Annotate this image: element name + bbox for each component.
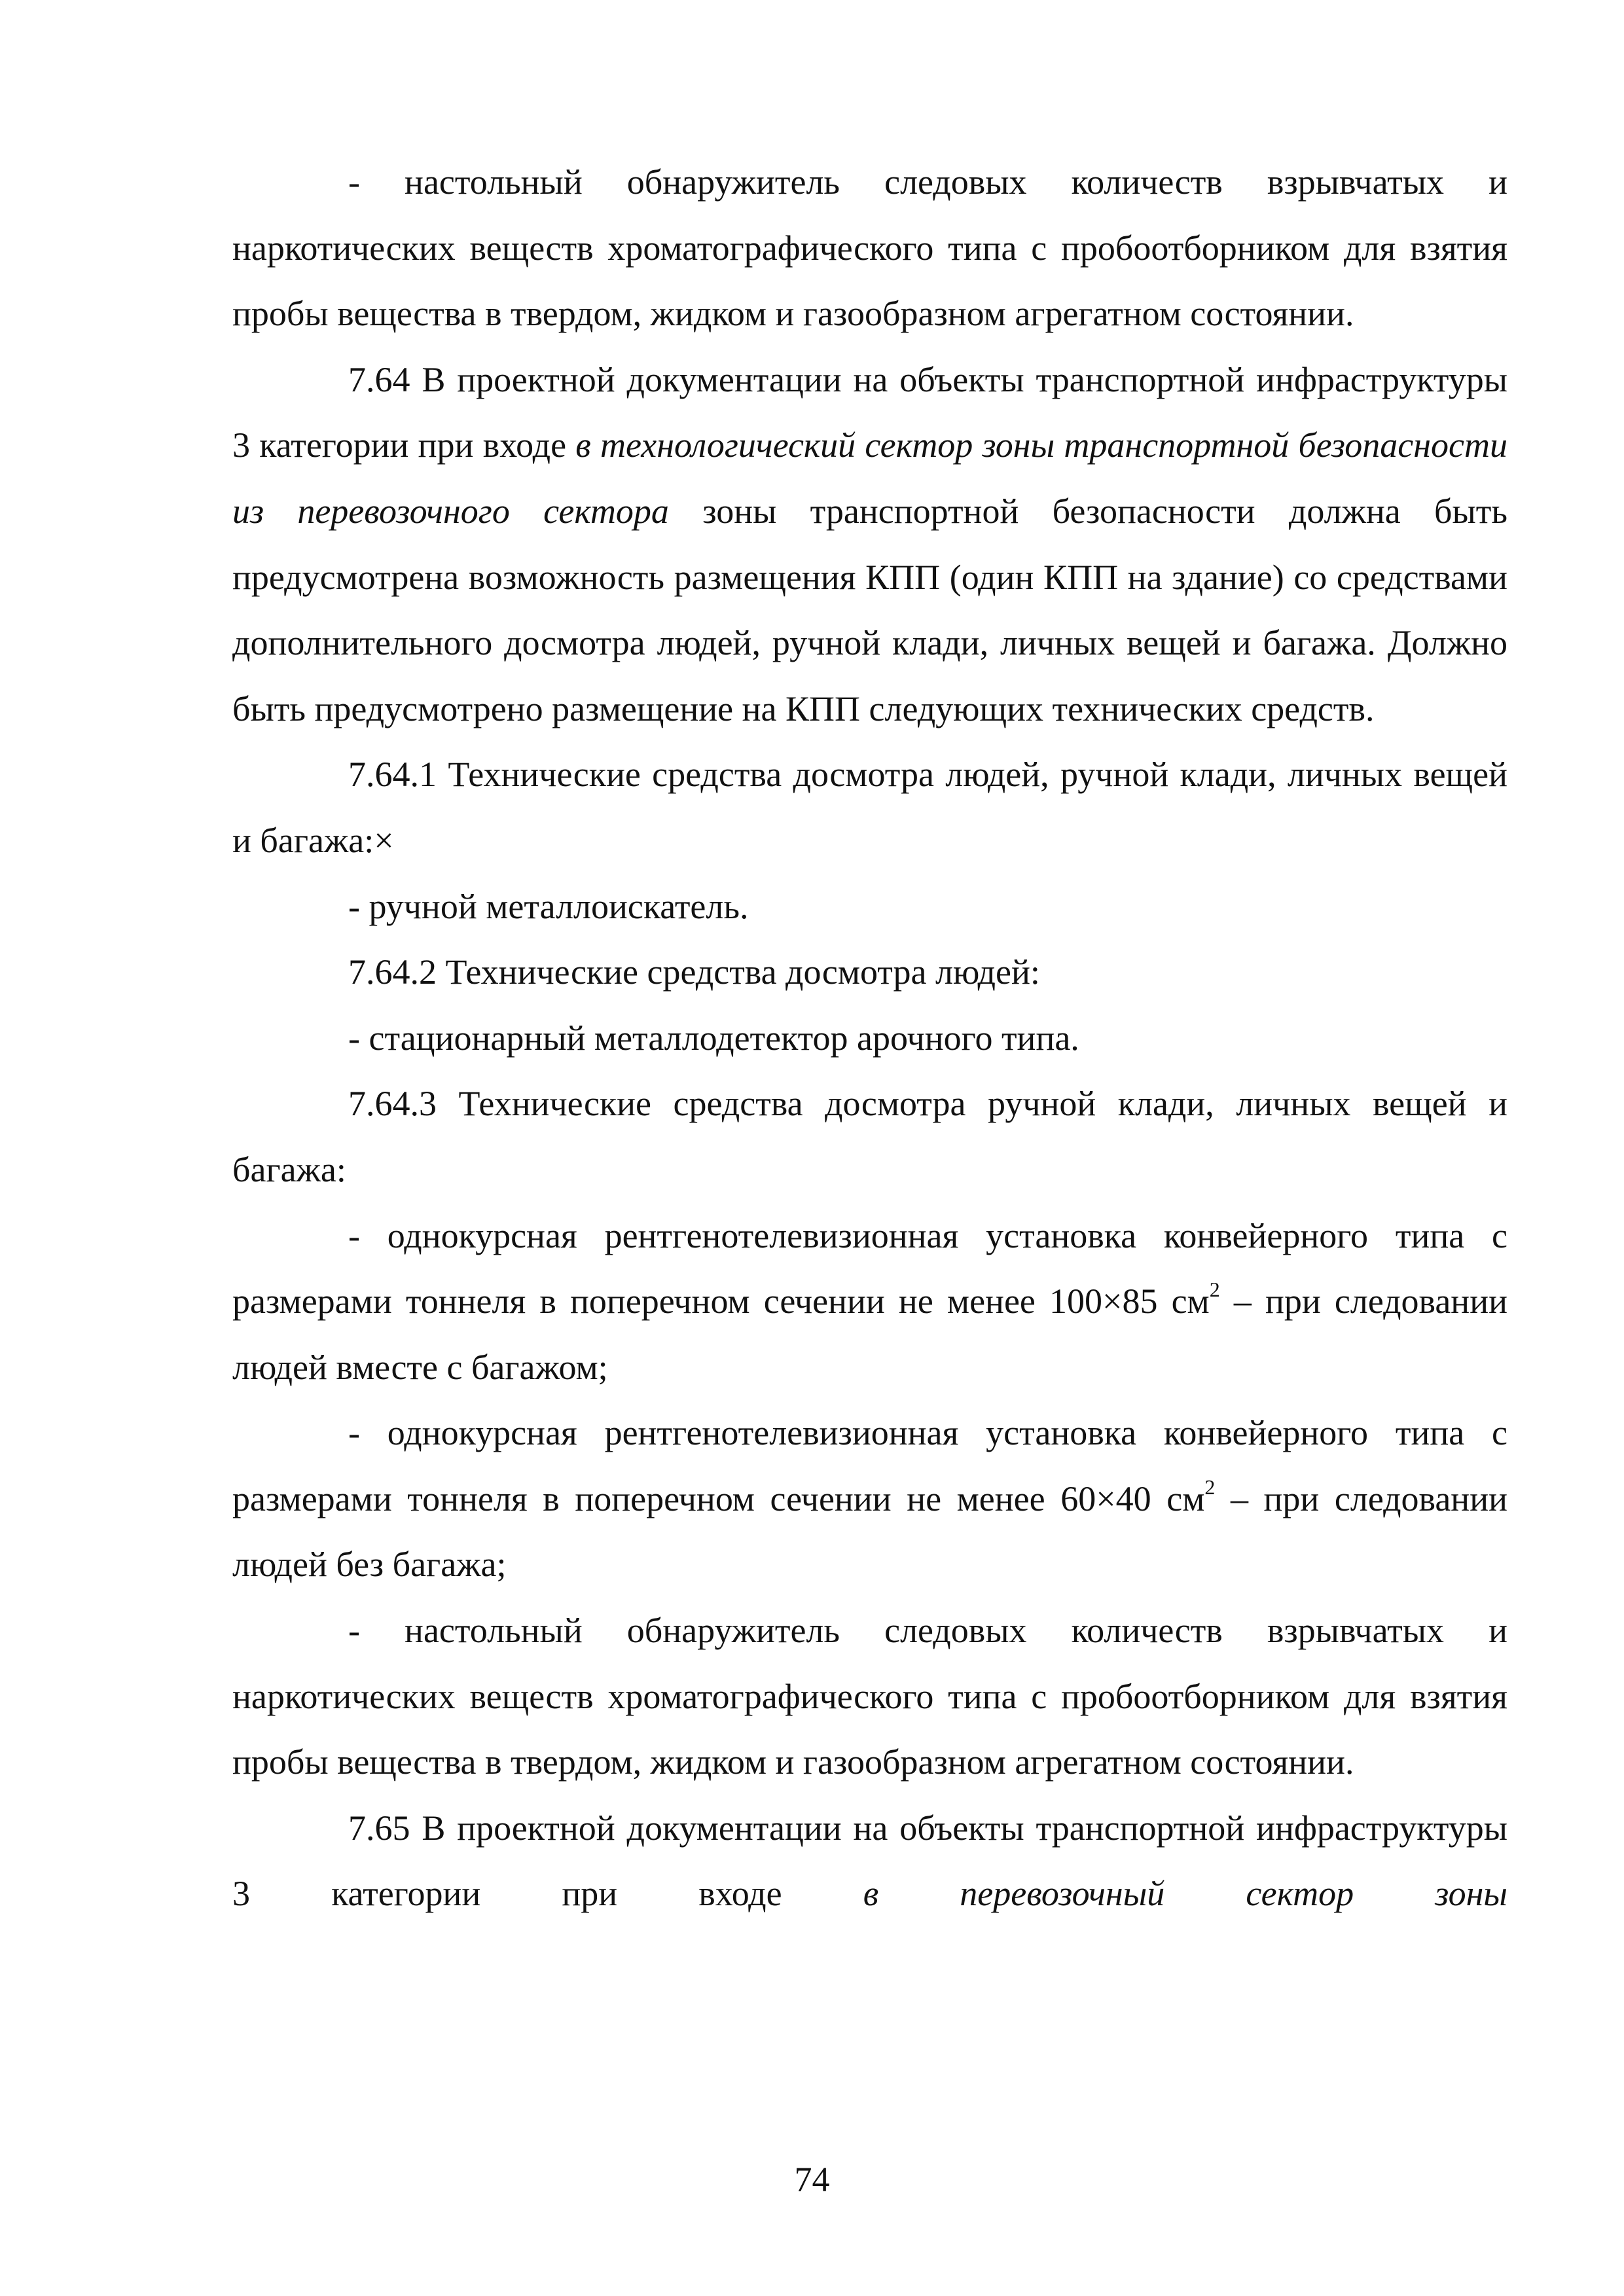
paragraph-text: - настольный обнаружитель следовых количеств взрывчатых и наркотических веществ хроматографического типа с пробоотборником для взятия пробы вещества в твердом, жидком и газообразном агрегатном состоянии. (232, 1611, 1507, 1782)
paragraph-7-64-1 (232, 742, 1507, 873)
paragraph-text: - однокурсная рентгенотелевизионная установка конвейерного типа с размерами тоннеля в поперечном сечении не менее 60×40 см (232, 1413, 1507, 1518)
paragraph-text: зоны транспортной безопасности должна быть предусмотрена возможность размещения КПП (один КПП на здание) со средствами дополнительного досмотра людей, ручной клади, личных вещей и багажа. Должно быть предусмотрено размещение на КПП следующих технических средств. (232, 491, 1507, 728)
italic-text: в перевозочный сектор зоны (863, 1874, 1507, 1914)
paragraph-xray-with-baggage (232, 1203, 1507, 1401)
document-body (232, 149, 1507, 1927)
paragraph-text: 7.64.3 Технические средства досмотра ручной клади, личных вещей и багажа: (232, 1084, 1507, 1189)
paragraph-text: - однокурсная рентгенотелевизионная установка конвейерного типа с размерами тоннеля в поперечном сечении не менее 100×85 см (232, 1215, 1507, 1321)
paragraph-text: – при следовании людей вместе с багажом; (232, 1282, 1507, 1387)
paragraph-hand-metal-detector (232, 874, 1507, 940)
paragraph-text: 7.64 В проектной документации на объекты транспортной инфраструктуры 3 категории при входе (232, 359, 1507, 465)
paragraph-7-64-2 (232, 939, 1507, 1005)
paragraph-text: 7.65 В проектной документации на объекты транспортной инфраструктуры 3 категории при входе (232, 1808, 1507, 1914)
paragraph-xray-without-baggage (232, 1400, 1507, 1598)
superscript: 2 (1209, 1278, 1220, 1302)
paragraph-trace-detector-2 (232, 1598, 1507, 1795)
paragraph-text: - настольный обнаружитель следовых количеств взрывчатых и наркотических веществ хроматографического типа с пробоотборником для взятия пробы вещества в твердом, жидком и газообразном агрегатном состоянии. (232, 162, 1507, 334)
italic-text: в технологический сектор зоны транспортной безопасности из перевозочного сектора (232, 425, 1507, 531)
paragraph-text: - ручной металлоискатель. (348, 886, 749, 926)
paragraph-7-65 (232, 1795, 1507, 1927)
paragraph-trace-detector-1 (232, 149, 1507, 347)
paragraph-text: – при следовании людей без багажа; (232, 1479, 1507, 1585)
superscript: 2 (1204, 1475, 1216, 1499)
paragraph-text: 7.64.1 Технические средства досмотра людей, ручной клади, личных вещей и багажа:× (232, 755, 1507, 860)
paragraph-text: 7.64.2 Технические средства досмотра людей: (348, 952, 1040, 992)
page-number: 74 (794, 2160, 830, 2199)
paragraph-7-64 (232, 347, 1507, 742)
paragraph-7-64-3 (232, 1071, 1507, 1202)
paragraph-arch-metal-detector (232, 1005, 1507, 1071)
paragraph-text: - стационарный металлодетектор арочного типа. (348, 1018, 1079, 1058)
